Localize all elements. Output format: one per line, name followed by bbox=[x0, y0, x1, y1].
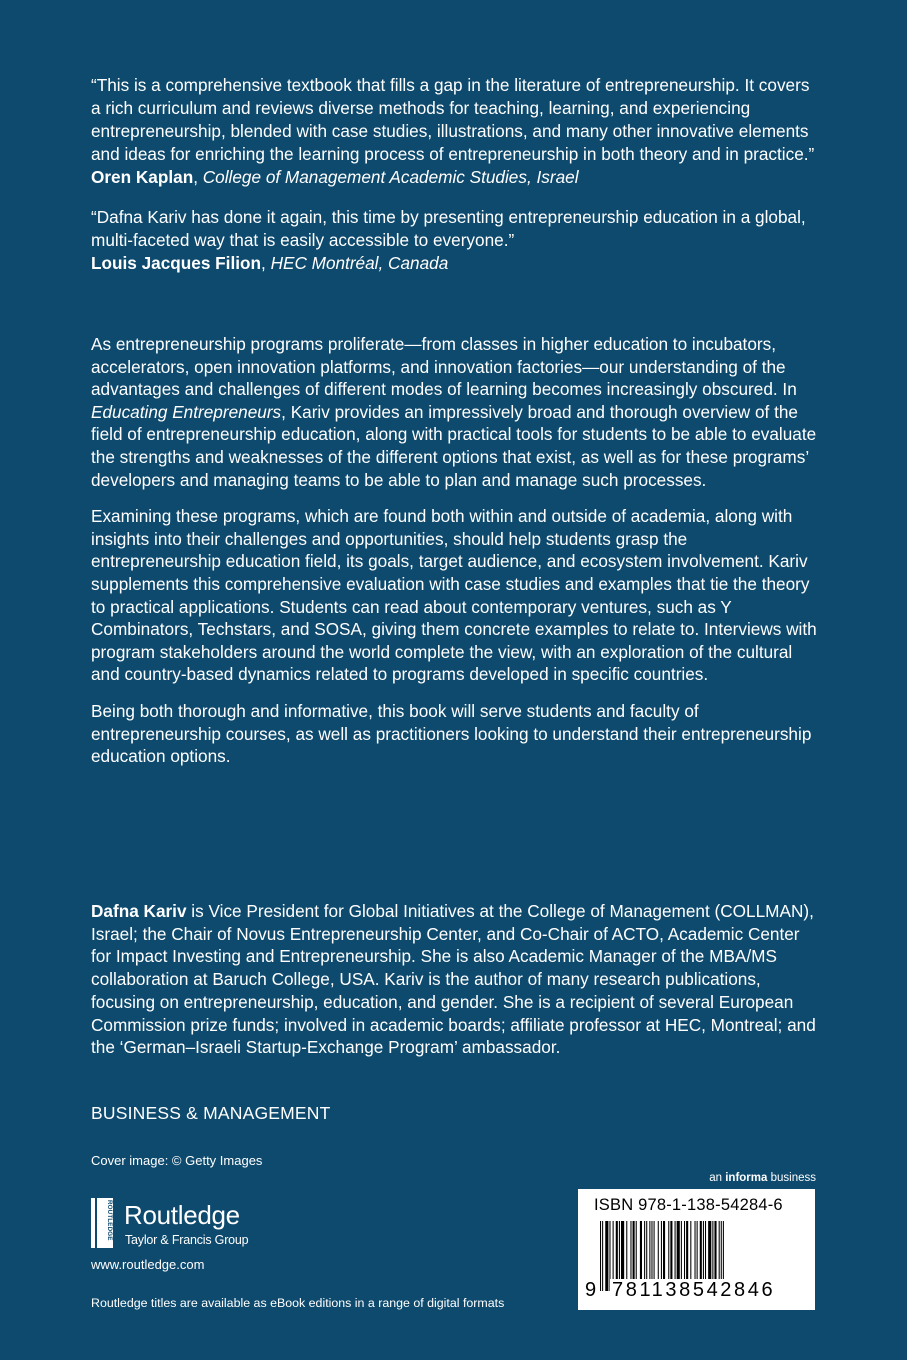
book-description bbox=[91, 333, 821, 782]
endorser-affiliation: HEC Montréal, Canada bbox=[270, 253, 449, 273]
barcode-first-digit: 9 bbox=[585, 1279, 597, 1301]
informa-suffix: business bbox=[767, 1172, 816, 1184]
description-paragraph-1 bbox=[91, 333, 821, 491]
informa-brand: informa bbox=[725, 1172, 768, 1184]
endorser-name: Oren Kaplan bbox=[91, 167, 194, 187]
endorser-name: Louis Jacques Filion bbox=[91, 253, 261, 273]
cover-image-credit: Cover image: © Getty Images bbox=[91, 1153, 263, 1168]
routledge-logo-mark-icon bbox=[91, 1198, 113, 1248]
endorsement-quote: “Dafna Kariv has done it again, this time by presenting entrepreneurship education in a global, multi-faceted way that is easily accessible to everyone.” bbox=[91, 207, 806, 250]
book-title-italic: Educating Entrepreneurs bbox=[91, 401, 282, 422]
publisher-url[interactable]: www.routledge.com bbox=[91, 1257, 205, 1272]
author-bio-paragraph bbox=[91, 900, 821, 1059]
author-bio bbox=[91, 900, 821, 1059]
endorser-affiliation: College of Management Academic Studies, Israel bbox=[202, 167, 579, 187]
endorsement-quote: “This is a comprehensive textbook that fills a gap in the literature of entrepreneurship. It covers a rich curriculum and reviews diverse methods for teaching, learning, and experiencing entrepreneurship, blended with case studies, illustrations, and many other innovative elements and ideas for enriching the learning process of entrepreneurship in both theory and in practice.” bbox=[91, 75, 815, 164]
endorsement-1: “This is a comprehensive textbook that fills a gap in the literature of entrepreneurship. It covers a rich curriculum and reviews diverse methods for teaching, learning, and experiencing entrepreneurship, blended with case studies, illustrations, and many other innovative elements and ideas for enriching the learning process of entrepreneurship in both theory and in practice.” Oren Kaplan, College of Management Academic Studies, Israel bbox=[91, 75, 815, 187]
subject-category: BUSINESS & MANAGEMENT bbox=[91, 1103, 331, 1123]
barcode-digits bbox=[578, 1279, 815, 1305]
ebook-note: Routledge titles are available as eBook editions in a range of digital formats bbox=[91, 1296, 505, 1310]
barcode-remaining-digits: 781138542846 bbox=[612, 1279, 776, 1301]
author-bio-text: is Vice President for Global Initiatives at the College of Management (COLLMAN), Israel; the Chair of Novus Entrepreneurship Center, and Co-Chair of ACTO, Academic Center for Impact Investing and Entrepreneurship. She is also Academic Manager of the MBA/MS collaboration at Baruch College, USA. Kariv is the author of many research publications, focusing on entrepreneurship, education, and gender. She is a recipient of several European Commission prize funds; involved in academic boards; affiliate professor at HEC, Montreal; and the ‘German–Israeli Startup-Exchange Program’ ambassador. bbox=[91, 901, 816, 1058]
endorsement-2: “Dafna Kariv has done it again, this time by presenting entrepreneurship education in a global, multi-faceted way that is easily accessible to everyone.” Louis Jacques Filion, HEC Montréal, Canada bbox=[91, 207, 806, 273]
logo-mark-text: ROUTLEDGE bbox=[106, 1200, 113, 1241]
endorsements bbox=[91, 74, 821, 292]
isbn-label: ISBN 978-1-138-54284-6 bbox=[594, 1196, 783, 1214]
description-paragraph-2: Examining these programs, which are found both within and outside of academia, along with insights into their challenges and opportunities, should help students grasp the entrepreneurship education field, its goals, target audience, and ecosystem involvement. Kariv supplements this comprehensive evaluation with case studies and examples that tie the theory to practical applications. Students can read about contemporary ventures, such as Y Combinators, Techstars, and SOSA, giving them concrete examples to relate to. Interviews with program stakeholders around the world complete the view, with an exploration of the cultural and country-based dynamics related to programs developed in specific countries. bbox=[91, 506, 817, 685]
publisher-name: Routledge bbox=[124, 1200, 240, 1230]
routledge-logo bbox=[91, 1198, 291, 1250]
description-text: As entrepreneurship programs proliferate—from classes in higher education to incubators, accelerators, open innovation platforms, and innovation factories—our understanding of the advantages and challenges of different modes of learning becomes increasingly obscured. In bbox=[91, 334, 797, 400]
publisher-group: Taylor & Francis Group bbox=[125, 1233, 249, 1247]
description-paragraph-3: Being both thorough and informative, this book will serve students and faculty of entrepreneurship courses, as well as practitioners looking to understand their entrepreneurship education options. bbox=[91, 700, 812, 767]
isbn-barcode-panel bbox=[578, 1189, 815, 1310]
informa-tagline bbox=[709, 1172, 816, 1184]
author-name: Dafna Kariv bbox=[91, 901, 187, 921]
description-text: , Kariv provides an impressively broad and thorough overview of the field of entrepreneurship education, along with practical tools for students to be able to evaluate the strengths and weaknesses of the different options that exist, as well as for these programs’ developers and managing teams to be able to plan and manage such processes. bbox=[91, 401, 817, 490]
informa-prefix: an bbox=[709, 1172, 726, 1184]
